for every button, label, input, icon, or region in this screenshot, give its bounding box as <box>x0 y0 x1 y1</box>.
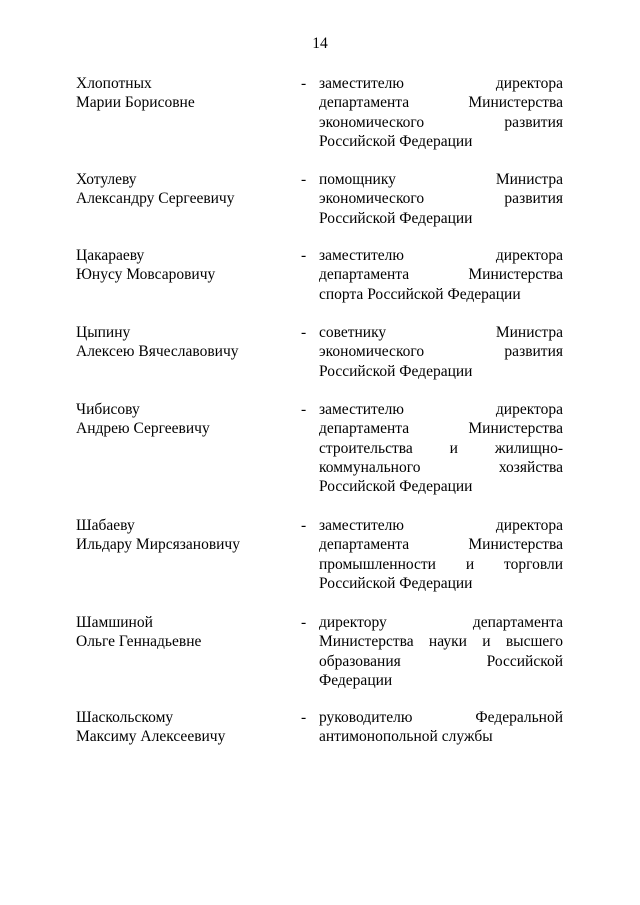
position-title-line: Российской Федерации <box>319 478 473 496</box>
dash-separator: - <box>301 709 307 726</box>
dash-separator: - <box>301 171 307 188</box>
person-name <box>76 323 296 362</box>
position-title-line: Российской Федерации <box>319 209 473 227</box>
position-title-line: Российской Федерации <box>319 132 473 150</box>
position-title-line: экономического развития <box>319 113 563 131</box>
person-name-line: Хлопотных <box>76 75 152 92</box>
dash-separator: - <box>301 324 307 341</box>
position-title <box>319 708 563 747</box>
position-title-line: заместителю директора <box>319 247 563 264</box>
position-title <box>319 74 563 151</box>
position-title-line: заместителю директора <box>319 401 563 418</box>
position-title-line: советнику Министра <box>319 324 563 341</box>
position-title-line: экономического развития <box>319 190 563 208</box>
position-title-line: директору департамента <box>319 614 563 631</box>
position-title <box>319 400 563 496</box>
position-title-line: экономического развития <box>319 343 563 361</box>
person-name-line: Ильдару Мирсязановичу <box>76 536 240 554</box>
person-name <box>76 74 296 113</box>
page-number: 14 <box>312 35 328 52</box>
person-name <box>76 613 296 652</box>
position-title <box>319 246 563 304</box>
position-title-line: заместителю директора <box>319 517 563 534</box>
position-title-line: заместителю директора <box>319 75 563 92</box>
position-title <box>319 516 563 593</box>
person-name <box>76 400 296 439</box>
person-name-line: Юнусу Мовсаровичу <box>76 266 216 284</box>
dash-separator: - <box>301 75 307 92</box>
person-name-line: Марии Борисовне <box>76 94 195 112</box>
position-title-line: департамента Министерства <box>319 420 563 438</box>
person-name-line: Чибисову <box>76 401 140 418</box>
position-title-line: Российской Федерации <box>319 574 473 592</box>
person-name-line: Максиму Алексеевичу <box>76 728 226 746</box>
person-name <box>76 516 296 555</box>
person-name <box>76 708 296 747</box>
position-title-line: департамента Министерства <box>319 94 563 112</box>
person-name-line: Шабаеву <box>76 517 135 534</box>
person-name-line: Андрею Сергеевичу <box>76 420 210 438</box>
dash-separator: - <box>301 517 307 534</box>
person-name-line: Хотулеву <box>76 171 137 188</box>
person-name <box>76 246 296 285</box>
position-title-line: антимонопольной службы <box>319 728 493 746</box>
position-title-line: образования Российской <box>319 652 563 670</box>
person-name <box>76 170 296 209</box>
dash-separator: - <box>301 614 307 631</box>
position-title <box>319 323 563 381</box>
person-name-line: Шамшиной <box>76 614 153 631</box>
position-title-line: спорта Российской Федерации <box>319 285 521 303</box>
position-title-line: руководителю Федеральной <box>319 709 563 726</box>
person-name-line: Александру Сергеевичу <box>76 190 235 208</box>
position-title-line: строительства и жилищно- <box>319 439 563 457</box>
person-name-line: Алексею Вячеславовичу <box>76 343 239 361</box>
dash-separator: - <box>301 247 307 264</box>
dash-separator: - <box>301 401 307 418</box>
position-title <box>319 170 563 228</box>
position-title <box>319 613 563 690</box>
position-title-line: помощнику Министра <box>319 171 563 188</box>
person-name-line: Цыпину <box>76 324 131 341</box>
position-title-line: коммунального хозяйства <box>319 458 563 476</box>
position-title-line: департамента Министерства <box>319 536 563 554</box>
position-title-line: Российской Федерации <box>319 362 473 380</box>
person-name-line: Цакараеву <box>76 247 145 264</box>
position-title-line: Федерации <box>319 671 393 689</box>
position-title-line: промышленности и торговли <box>319 555 563 573</box>
person-name-line: Шаскольскому <box>76 709 174 726</box>
position-title-line: Министерства науки и высшего <box>319 633 563 651</box>
position-title-line: департамента Министерства <box>319 266 563 284</box>
person-name-line: Ольге Геннадьевне <box>76 633 202 651</box>
